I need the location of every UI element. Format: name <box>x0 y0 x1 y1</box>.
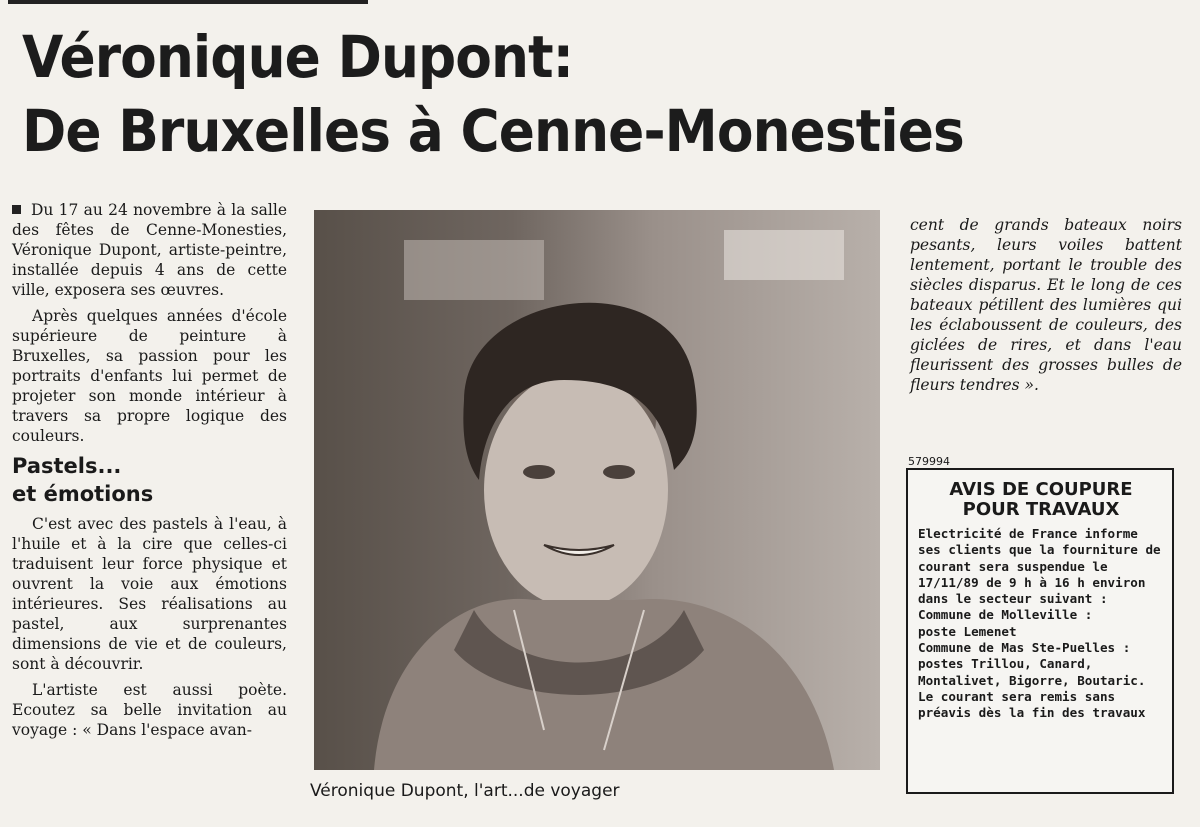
square-bullet-icon <box>12 205 21 214</box>
subheading-line-1: Pastels... <box>12 454 122 478</box>
paragraph-3: C'est avec des pastels à l'eau, à l'huile et à la cire que celles-ci traduisent leur force physique et ouvrent la voie aux émotions intérieures. Ses réalisations au pastel, aux surprenantes dimensions de vie et de couleurs, sont à découvrir. <box>12 515 287 673</box>
headline-line-2: De Bruxelles à Cenne-Monesties <box>22 97 964 165</box>
headline-line-1: Véronique Dupont: <box>22 23 574 91</box>
portrait-illustration <box>314 210 880 770</box>
subheading <box>12 452 287 508</box>
subheading-line-2: et émotions <box>12 482 154 506</box>
top-rule <box>8 0 368 4</box>
article-left-column <box>12 200 287 746</box>
photo-caption: Véronique Dupont, l'art...de voyager <box>310 781 620 801</box>
poem-continuation: cent de grands bateaux noirs pesants, leurs voiles battent lentement, portant le trouble des siècles disparus. Et le long de ces bateaux pétillent des lumières qui les éclaboussent de couleurs, des giclées de rires, et dans l'eau fleurissent des grosses bulles de fleurs tendres ». <box>910 216 1182 394</box>
notice-number: 579994 <box>908 455 950 468</box>
article-right-column <box>910 215 1182 395</box>
intro-paragraph: Du 17 au 24 novembre à la salle des fêtes de Cenne-Monesties, Véronique Dupont, artiste-peintre, installée depuis 4 ans de cette ville, exposera ses œuvres. <box>12 201 287 299</box>
power-cut-notice <box>906 468 1174 794</box>
paragraph-2: Après quelques années d'école supérieure de peinture à Bruxelles, sa passion pour les portraits d'enfants lui permet de projeter son monde intérieur à travers sa propre logique des couleurs. <box>12 307 287 445</box>
notice-title <box>918 480 1164 520</box>
notice-body: Electricité de France informe ses clients que la fourniture de courant sera suspendue le 17/11/89 de 9 h à 16 h environ dans le secteur suivant : Commune de Molleville : poste Lemenet Commune de Mas Ste-Puelles : postes Trillou, Canard, Montalivet, Bigorre, Boutaric. Le courant sera remis sans préavis dès la fin des travaux <box>918 526 1161 721</box>
paragraph-4: L'artiste est aussi poète. Ecoutez sa belle invitation au voyage : « Dans l'espace avan- <box>12 681 287 739</box>
notice-title-line-2: POUR TRAVAUX <box>962 499 1120 520</box>
portrait-photo <box>314 210 880 770</box>
notice-title-line-1: AVIS DE COUPURE <box>949 479 1133 500</box>
